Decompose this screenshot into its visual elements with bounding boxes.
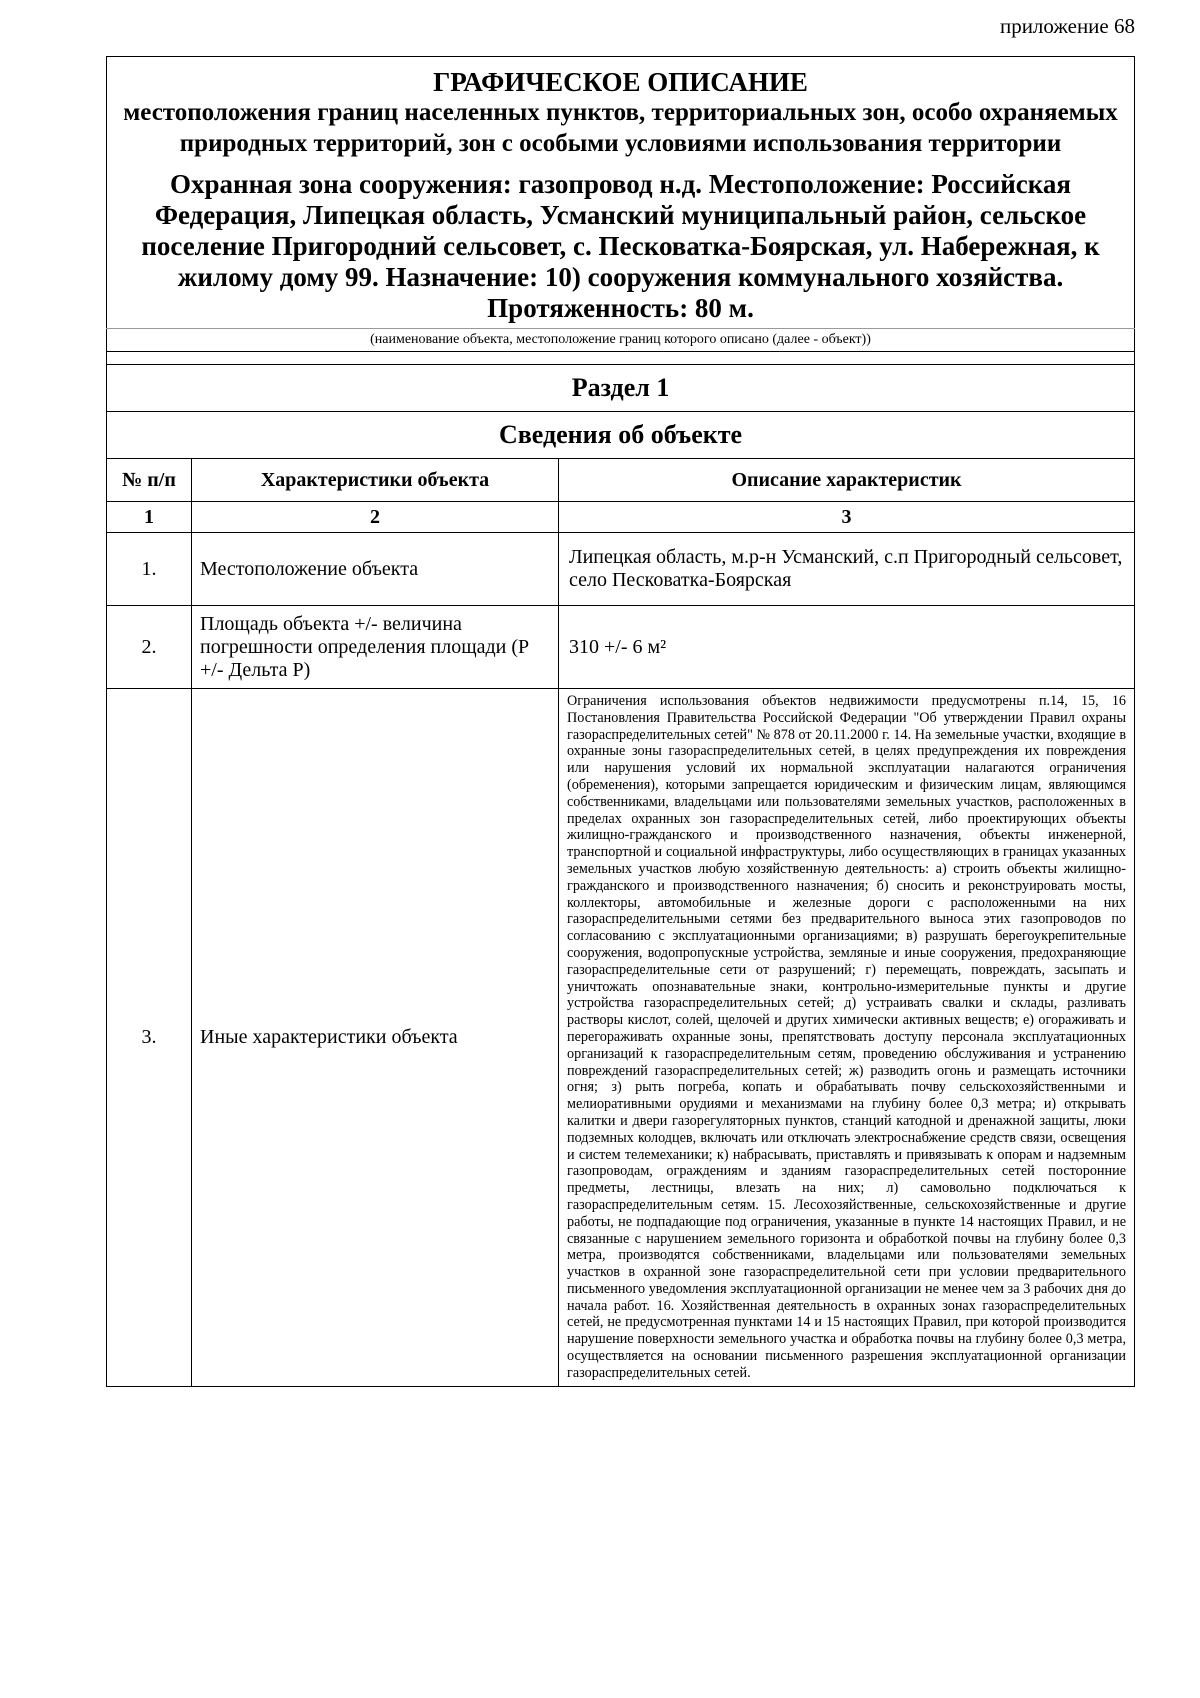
spacer: [107, 352, 1135, 365]
object-caption: (наименование объекта, местоположение границ которого описано (далее - объект)): [107, 329, 1135, 352]
table-row: [107, 533, 1135, 606]
row-value-restrictions: Ограничения использования объектов недвижимости предусмотрены п.14, 15, 16 Постановления Правительства Российской Федерации "Об утверждении Правил охраны газораспределительных сетей" № 878 от 20.11.2000 г. 14. На земельные участки, входящие в охранные зоны газораспределительных сетей, в целях предупреждения их повреждения или нарушения условий их нормальной эксплуатации налагаются ограничения (обременения), которыми запрещается юридическим и физическим лицам, являющимся собственниками, владельцами или пользователями земельных участков, расположенных в пределах охранных зон газораспределительных сетей, либо проектирующих объекты жилищно-гражданского и производственного назначения, объекты инженерной, транспортной и социальной инфраструктуры, либо осуществляющих в границах указанных земельных участков любую хозяйственную деятельность: а) строить объекты жилищно-гражданского и производственного назначения; б) сносить и реконструировать мосты, коллекторы, автомобильные и железные дороги с расположенными на них газораспределительными сетями без предварительного выноса этих газопроводов по согласованию с эксплуатационными организациями; в) разрушать берегоукрепительные сооружения, водопропускные устройства, земляные и иные сооружения, предохраняющие газораспределительные сети от разрушений; г) перемещать, повреждать, засыпать и уничтожать опознавательные знаки, контрольно-измерительные пункты и другие устройства газораспределительных сетей; д) устраивать свалки и склады, разливать растворы кислот, солей, щелочей и других химически активных веществ; е) огораживать и перегораживать охранные зоны, препятствовать доступу персонала эксплуатационных организаций к газораспределительным сетям, проведению обслуживания и устранению повреждений газораспределительных сетей; ж) разводить огонь и размещать источники огня; з) рыть погреба, копать и обрабатывать почву сельскохозяйственными и мелиоративными орудиями и механизмами на глубину более 0,3 метра; и) открывать калитки и двери газорегуляторных пунктов, станций катодной и дренажной защиты, люки подземных колодцев, включать или отключать электроснабжение средств связи, освещения и систем телемеханики; к) набрасывать, приставлять и привязывать к опорам и надземным газопроводам, ограждениям и зданиям газораспределительных сетей посторонние предметы, лестницы, влезать на них; л) самовольно подключаться к газораспределительным сетям. 15. Лесохозяйственные, сельскохозяйственные и другие работы, не подпадающие под ограничения, указанные в пункте 14 настоящих Правил, и не связанные с нарушением земельного горизонта и обработкой почвы на глубину более 0,3 метра, производятся собственниками, владельцами или пользователями земельных участков в охранной зоне газораспределительной сети при условии предварительного письменного уведомления эксплуатационной организации не менее чем за 3 рабочих дня до начала работ. 16. Хозяйственная деятельность в охранных зонах газораспределительных сетей, не предусмотренная пунктами 14 и 15 настоящих Правил, при которой производится нарушение поверхности земельного участка и обработка почвы на глубину более 0,3 метра, осуществляется на основании письменного разрешения эксплуатационной организации газораспределительных сетей.: [559, 689, 1135, 1387]
row-value: Липецкая область, м.р-н Усманский, с.п Пригородный сельсовет, село Песковатка-Боярская: [559, 533, 1135, 606]
column-number: 1: [107, 502, 192, 533]
row-number: 1.: [107, 533, 192, 606]
document-title: ГРАФИЧЕСКОЕ ОПИСАНИЕ: [433, 67, 808, 97]
header-num: № п/п: [107, 459, 192, 502]
header-property: Характеристики объекта: [192, 459, 559, 502]
header-block: [107, 57, 1135, 329]
document-body: [106, 56, 1134, 1387]
row-number: 3.: [107, 689, 192, 1387]
header-value: Описание характеристик: [559, 459, 1135, 502]
description-table: [106, 56, 1135, 1387]
row-property: Местоположение объекта: [192, 533, 559, 606]
table-header-row: [107, 459, 1135, 502]
column-number-row: [107, 502, 1135, 533]
section-title: Раздел 1: [107, 365, 1135, 412]
section-subtitle: Сведения об объекте: [107, 412, 1135, 459]
document-subtitle: местоположения границ населенных пунктов, территориальных зон, особо охраняемых природных территорий, зон с особыми условиями использования территории: [123, 99, 1118, 157]
row-property: Иные характеристики объекта: [192, 689, 559, 1387]
row-value: 310 +/- 6 м²: [559, 606, 1135, 689]
column-number: 3: [559, 502, 1135, 533]
row-property: Площадь объекта +/- величина погрешности определения площади (Р +/- Дельта Р): [192, 606, 559, 689]
object-name: Охранная зона сооружения: газопровод н.д. Местоположение: Российская Федерация, Липецкая область, Усманский муниципальный район, сельское поселение Пригородний сельсовет, с. Песковатка-Боярская, ул. Набережная, к жилому дому 99. Назначение: 10) сооружения коммунального хозяйства. Протяженность: 80 м.: [141, 169, 1100, 323]
table-row: [107, 606, 1135, 689]
table-row: [107, 689, 1135, 1387]
appendix-label: приложение 68: [999, 14, 1135, 38]
column-number: 2: [192, 502, 559, 533]
row-number: 2.: [107, 606, 192, 689]
